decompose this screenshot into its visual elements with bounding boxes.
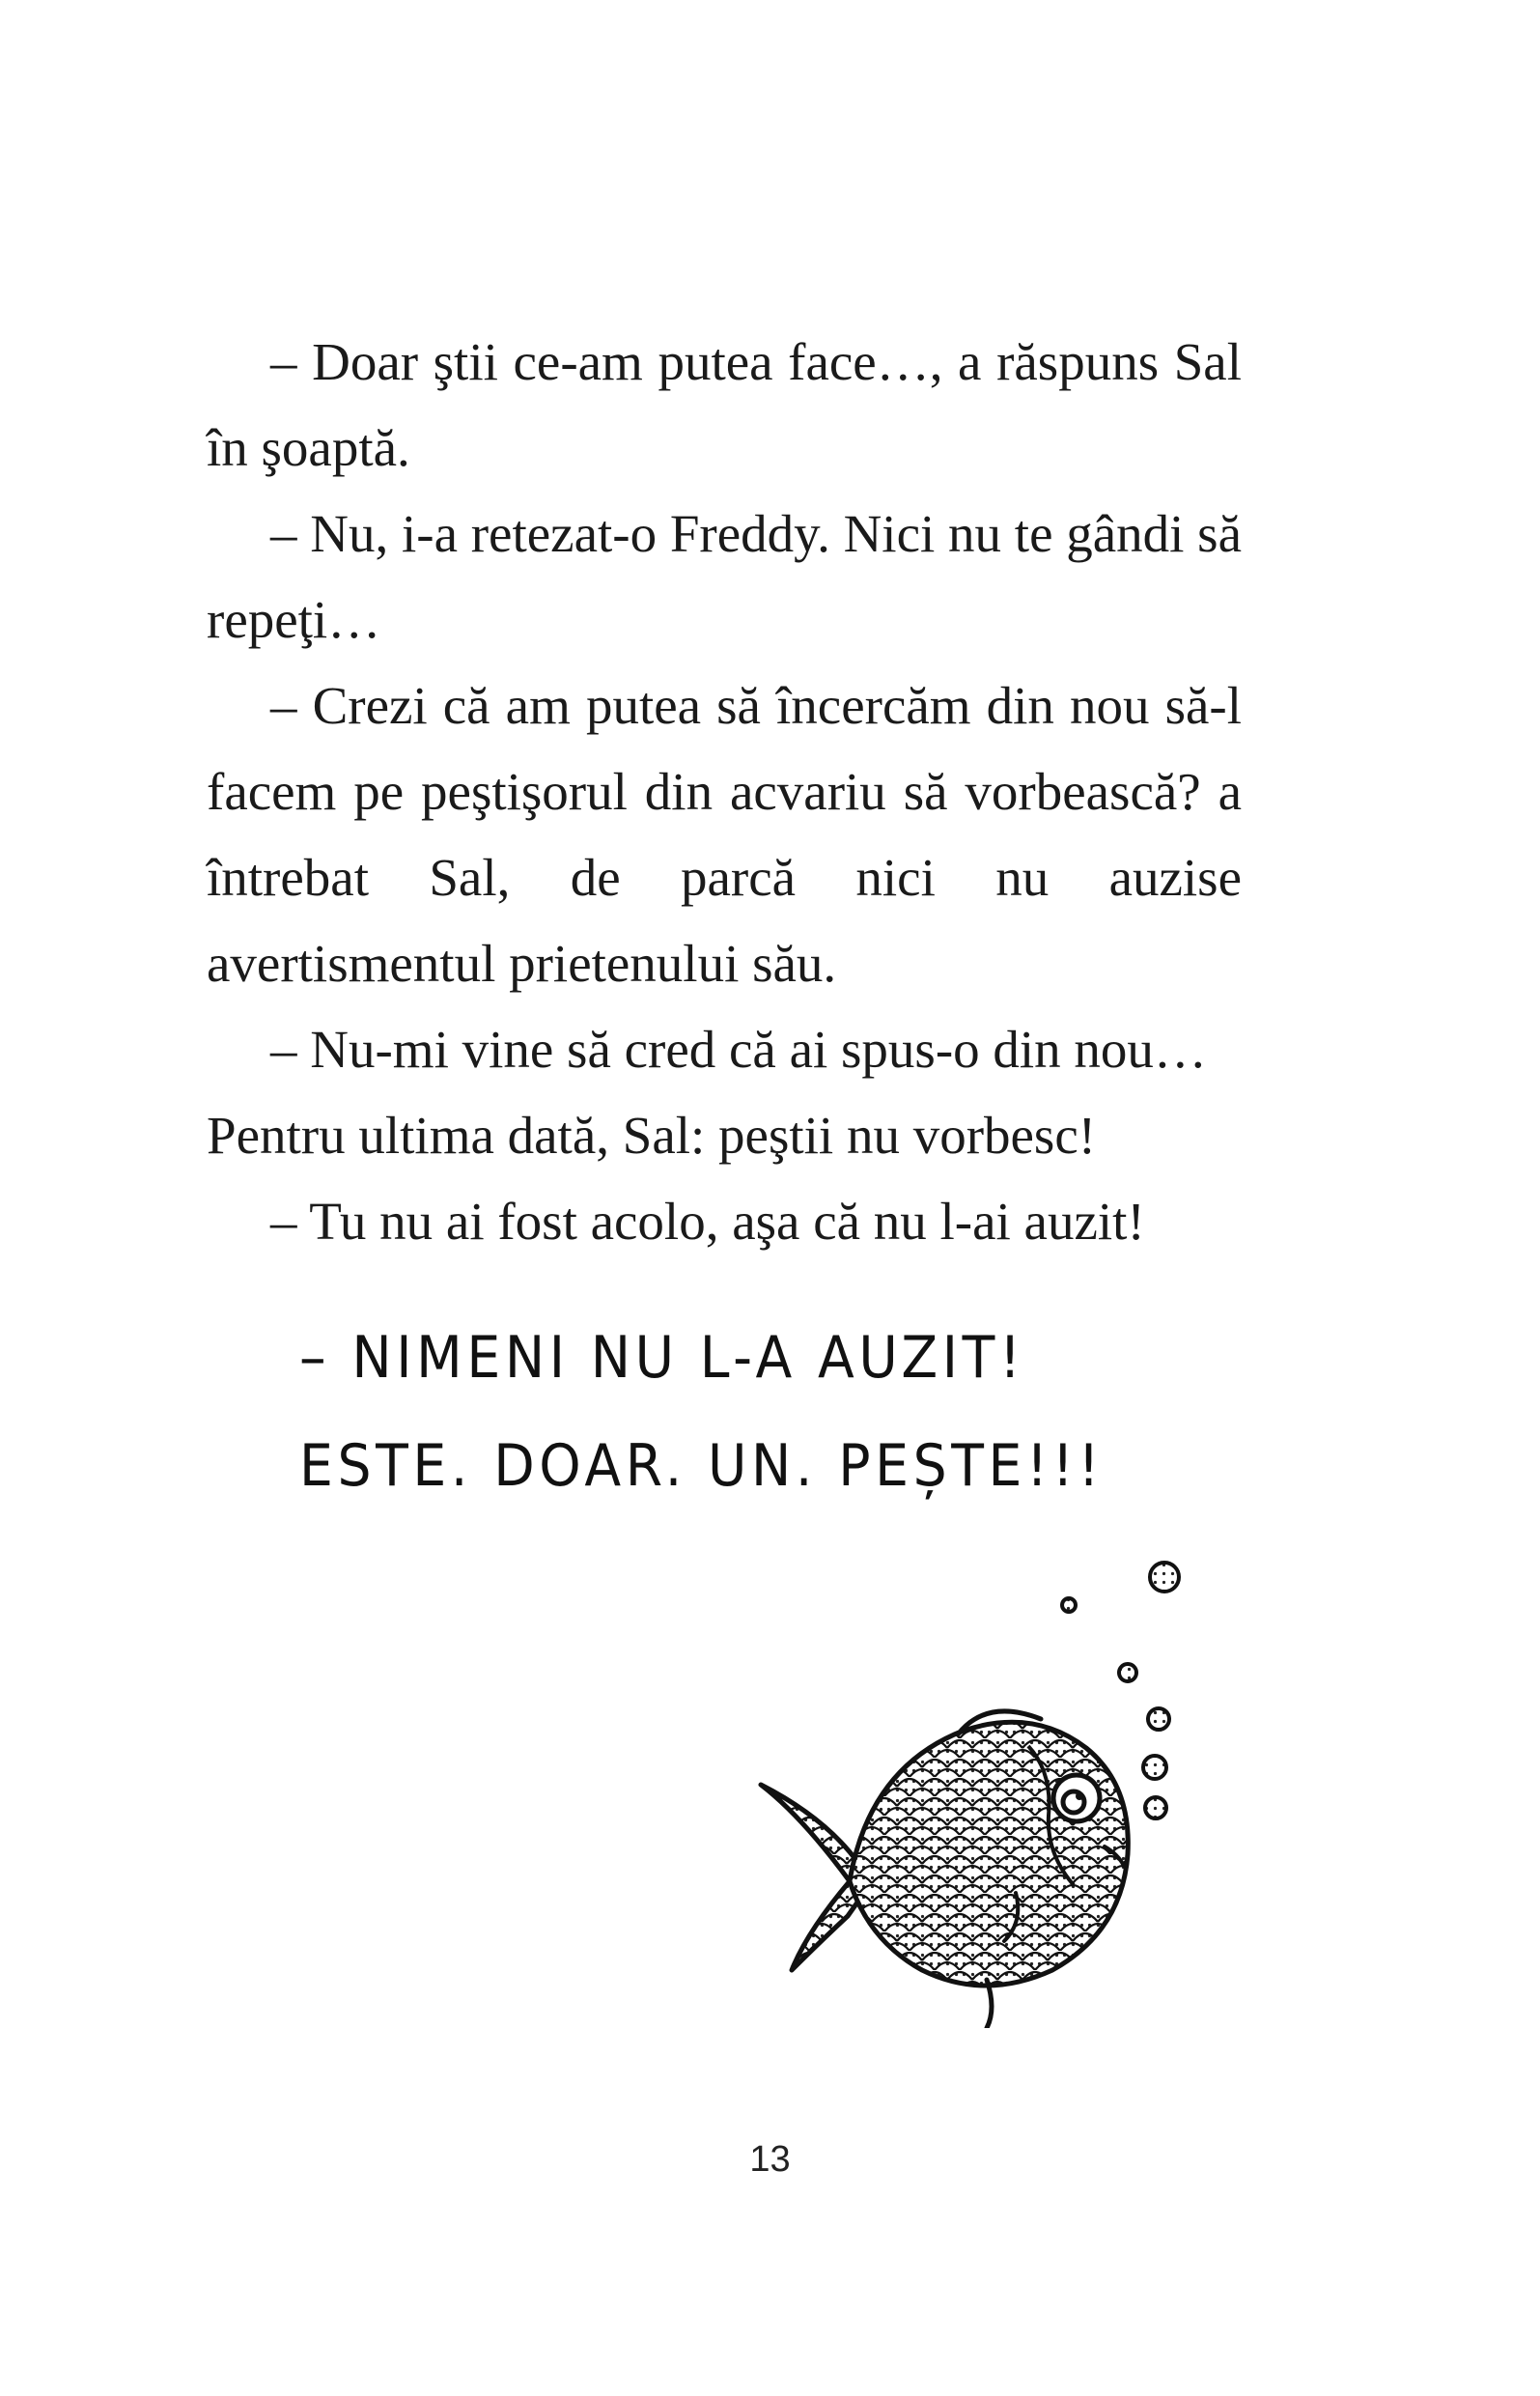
paragraph-5: Pentru ultima dată, Sal: peştii nu vorbesc! [207,1106,1097,1165]
paragraph-3: – Crezi că am putea să încercăm din nou să-l facem pe peştişorul din acvariu să vorbească? a întrebat Sal, de parcă nici nu auzise avertismentul prietenului său. [207,676,1242,993]
body-text [207,319,1242,1264]
exclamation-line-1: – NIMENI NU L-A AUZIT! [299,1324,1025,1392]
page-number: 13 [749,2139,791,2180]
fish-with-bubbles-icon [734,1526,1236,2028]
exclamation-line-2: ESTE. DOAR. UN. PEȘTE!!! [299,1432,1105,1500]
fish-body [850,1711,1128,2028]
paragraph-1: – Doar ştii ce-am putea face…, a răspuns Sal în şoaptă. [207,332,1242,477]
paragraph-6: – Tu nu ai fost acolo, aşa că nu l-ai auzit! [270,1192,1145,1251]
paragraph-4: – Nu-mi vine să cred că ai spus-o din nou… [270,1020,1207,1079]
paragraph-2: – Nu, i-a retezat-o Freddy. Nici nu te gândi să repeţi… [207,504,1242,649]
handwritten-exclamation [299,1304,1105,1520]
